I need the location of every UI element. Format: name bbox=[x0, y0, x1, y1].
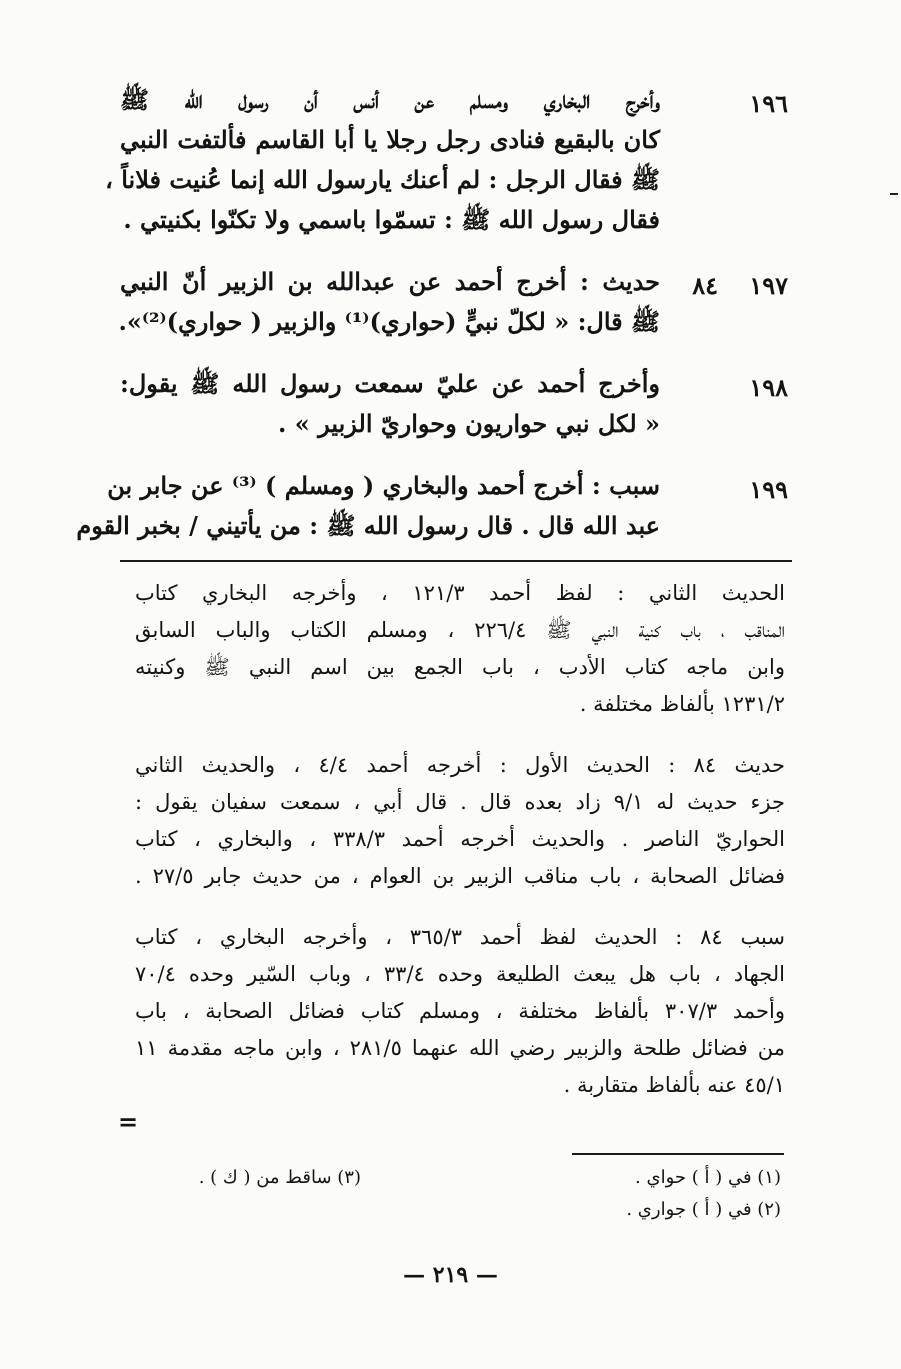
entry-196 bbox=[105, 80, 800, 240]
entry-line: ﷺ قال: « لكلّ نبيٍّ (حواري)⁽¹⁾ والزبير ( حواري)⁽²⁾». bbox=[118, 307, 660, 336]
entry-text bbox=[120, 262, 660, 342]
footnote-1: (١) في ( أ ) حواي . bbox=[635, 1167, 781, 1188]
entry-number: ١٩٧ bbox=[749, 271, 788, 300]
note-line: ١٢٣١/٢ بألفاظ مختلفة . bbox=[579, 692, 785, 716]
note-line: فضائل الصحابة ، باب مناقب الزبير بن العوام ، من حديث جابر ٢٧/٥ . bbox=[135, 864, 785, 888]
note-line: حديث ٨٤ : الحديث الأول : أخرجه أحمد ٤/٤ ، والحديث الثاني bbox=[135, 753, 785, 777]
note-line: جزء حديث له ٩/١ زاد بعده قال . قال أبي ، سمعت سفيان يقول : bbox=[135, 790, 785, 814]
entry-line: عبد الله قال . قال رسول الله ﷺ : من يأتيني / بخبر القوم bbox=[76, 511, 660, 540]
entry-line: حديث : أخرج أحمد عن عبدالله بن الزبير أنّ النبي bbox=[120, 267, 660, 296]
entry-number: ١٩٨ bbox=[749, 373, 788, 402]
entry-line: سبب : أخرج أحمد والبخاري ( ومسلم ) ⁽³⁾ عن جابر بن bbox=[107, 471, 660, 500]
entry-line: كان بالبقيع فنادى رجل رجلا يا أبا القاسم فألتفت النبي bbox=[120, 125, 660, 154]
note-line: وابن ماجه كتاب الأدب ، باب الجمع بين اسم النبي ﷺ وكنيته bbox=[135, 655, 785, 679]
entry-199 bbox=[76, 466, 800, 546]
footnote-divider bbox=[572, 1153, 784, 1155]
entry-198 bbox=[120, 364, 800, 444]
note-line: من فضائل طلحة والزبير رضي الله عنهما ٢٨١/٥ ، وابن ماجه مقدمة ١١ bbox=[135, 1036, 786, 1060]
note-block bbox=[135, 919, 785, 1104]
section-divider bbox=[120, 560, 792, 562]
note-line: المناقب ، باب كنية النبي ﷺ ٢٢٦/٤ ، ومسلم الكتاب والباب السابق bbox=[135, 618, 785, 642]
entry-text bbox=[105, 80, 660, 240]
note-line: الجهاد ، باب هل يبعث الطليعة وحده ٣٣/٤ ، وباب السّير وحده ٧٠/٤ bbox=[135, 962, 785, 986]
note-line: وأحمد ٣٠٧/٣ بألفاظ مختلفة ، ومسلم كتاب فضائل الصحابة ، باب bbox=[135, 999, 785, 1023]
entry-number: ١٩٦ bbox=[749, 89, 788, 118]
margin-mark bbox=[890, 193, 898, 195]
entry-line: ﷺ فقال الرجل : لم أعنك يارسول الله إنما عُنيت فلاناً ، bbox=[105, 165, 660, 194]
entry-line: وأخرج أحمد عن عليّ سمعت رسول الله ﷺ يقول: bbox=[120, 369, 660, 398]
note-line: الحواريّ الناصر . والحديث أخرجه أحمد ٣٣٨/٣ ، والبخاري ، كتاب bbox=[135, 827, 785, 851]
entry-text bbox=[120, 364, 660, 444]
footnote-3: (٣) ساقط من ( ك ) . bbox=[198, 1167, 361, 1188]
entry-reference: ٨٤ bbox=[692, 271, 718, 300]
note-block bbox=[135, 747, 785, 895]
commentary-notes bbox=[135, 575, 785, 1128]
entry-text bbox=[76, 466, 660, 546]
page-number: — ٢١٩ — bbox=[403, 1262, 498, 1288]
entry-number: ١٩٩ bbox=[749, 475, 788, 504]
hadith-entries bbox=[76, 80, 800, 568]
entry-line: فقال رسول الله ﷺ : تسمّوا باسمي ولا تكنّوا بكنيتي . bbox=[123, 205, 660, 234]
entry-line: وأخرج البخاري ومسلم عن أنس أن رسول الله ﷺ bbox=[120, 85, 660, 114]
note-block bbox=[135, 575, 785, 723]
entry-line: « لكل نبي حواريون وحواريّ الزبير » . bbox=[278, 409, 660, 438]
note-line: الحديث الثاني : لفظ أحمد ١٢١/٣ ، وأخرجه البخاري كتاب bbox=[135, 581, 785, 605]
note-line: سبب ٨٤ : الحديث لفظ أحمد ٣٦٥/٣ ، وأخرجه البخاري ، كتاب bbox=[135, 925, 785, 949]
note-line: ٤٥/١ عنه بألفاظ متقاربة . bbox=[563, 1073, 785, 1097]
footnote-2: (٢) في ( أ ) جواري . bbox=[626, 1199, 781, 1220]
entry-197 bbox=[120, 262, 800, 342]
continuation-mark: = bbox=[118, 1108, 139, 1136]
